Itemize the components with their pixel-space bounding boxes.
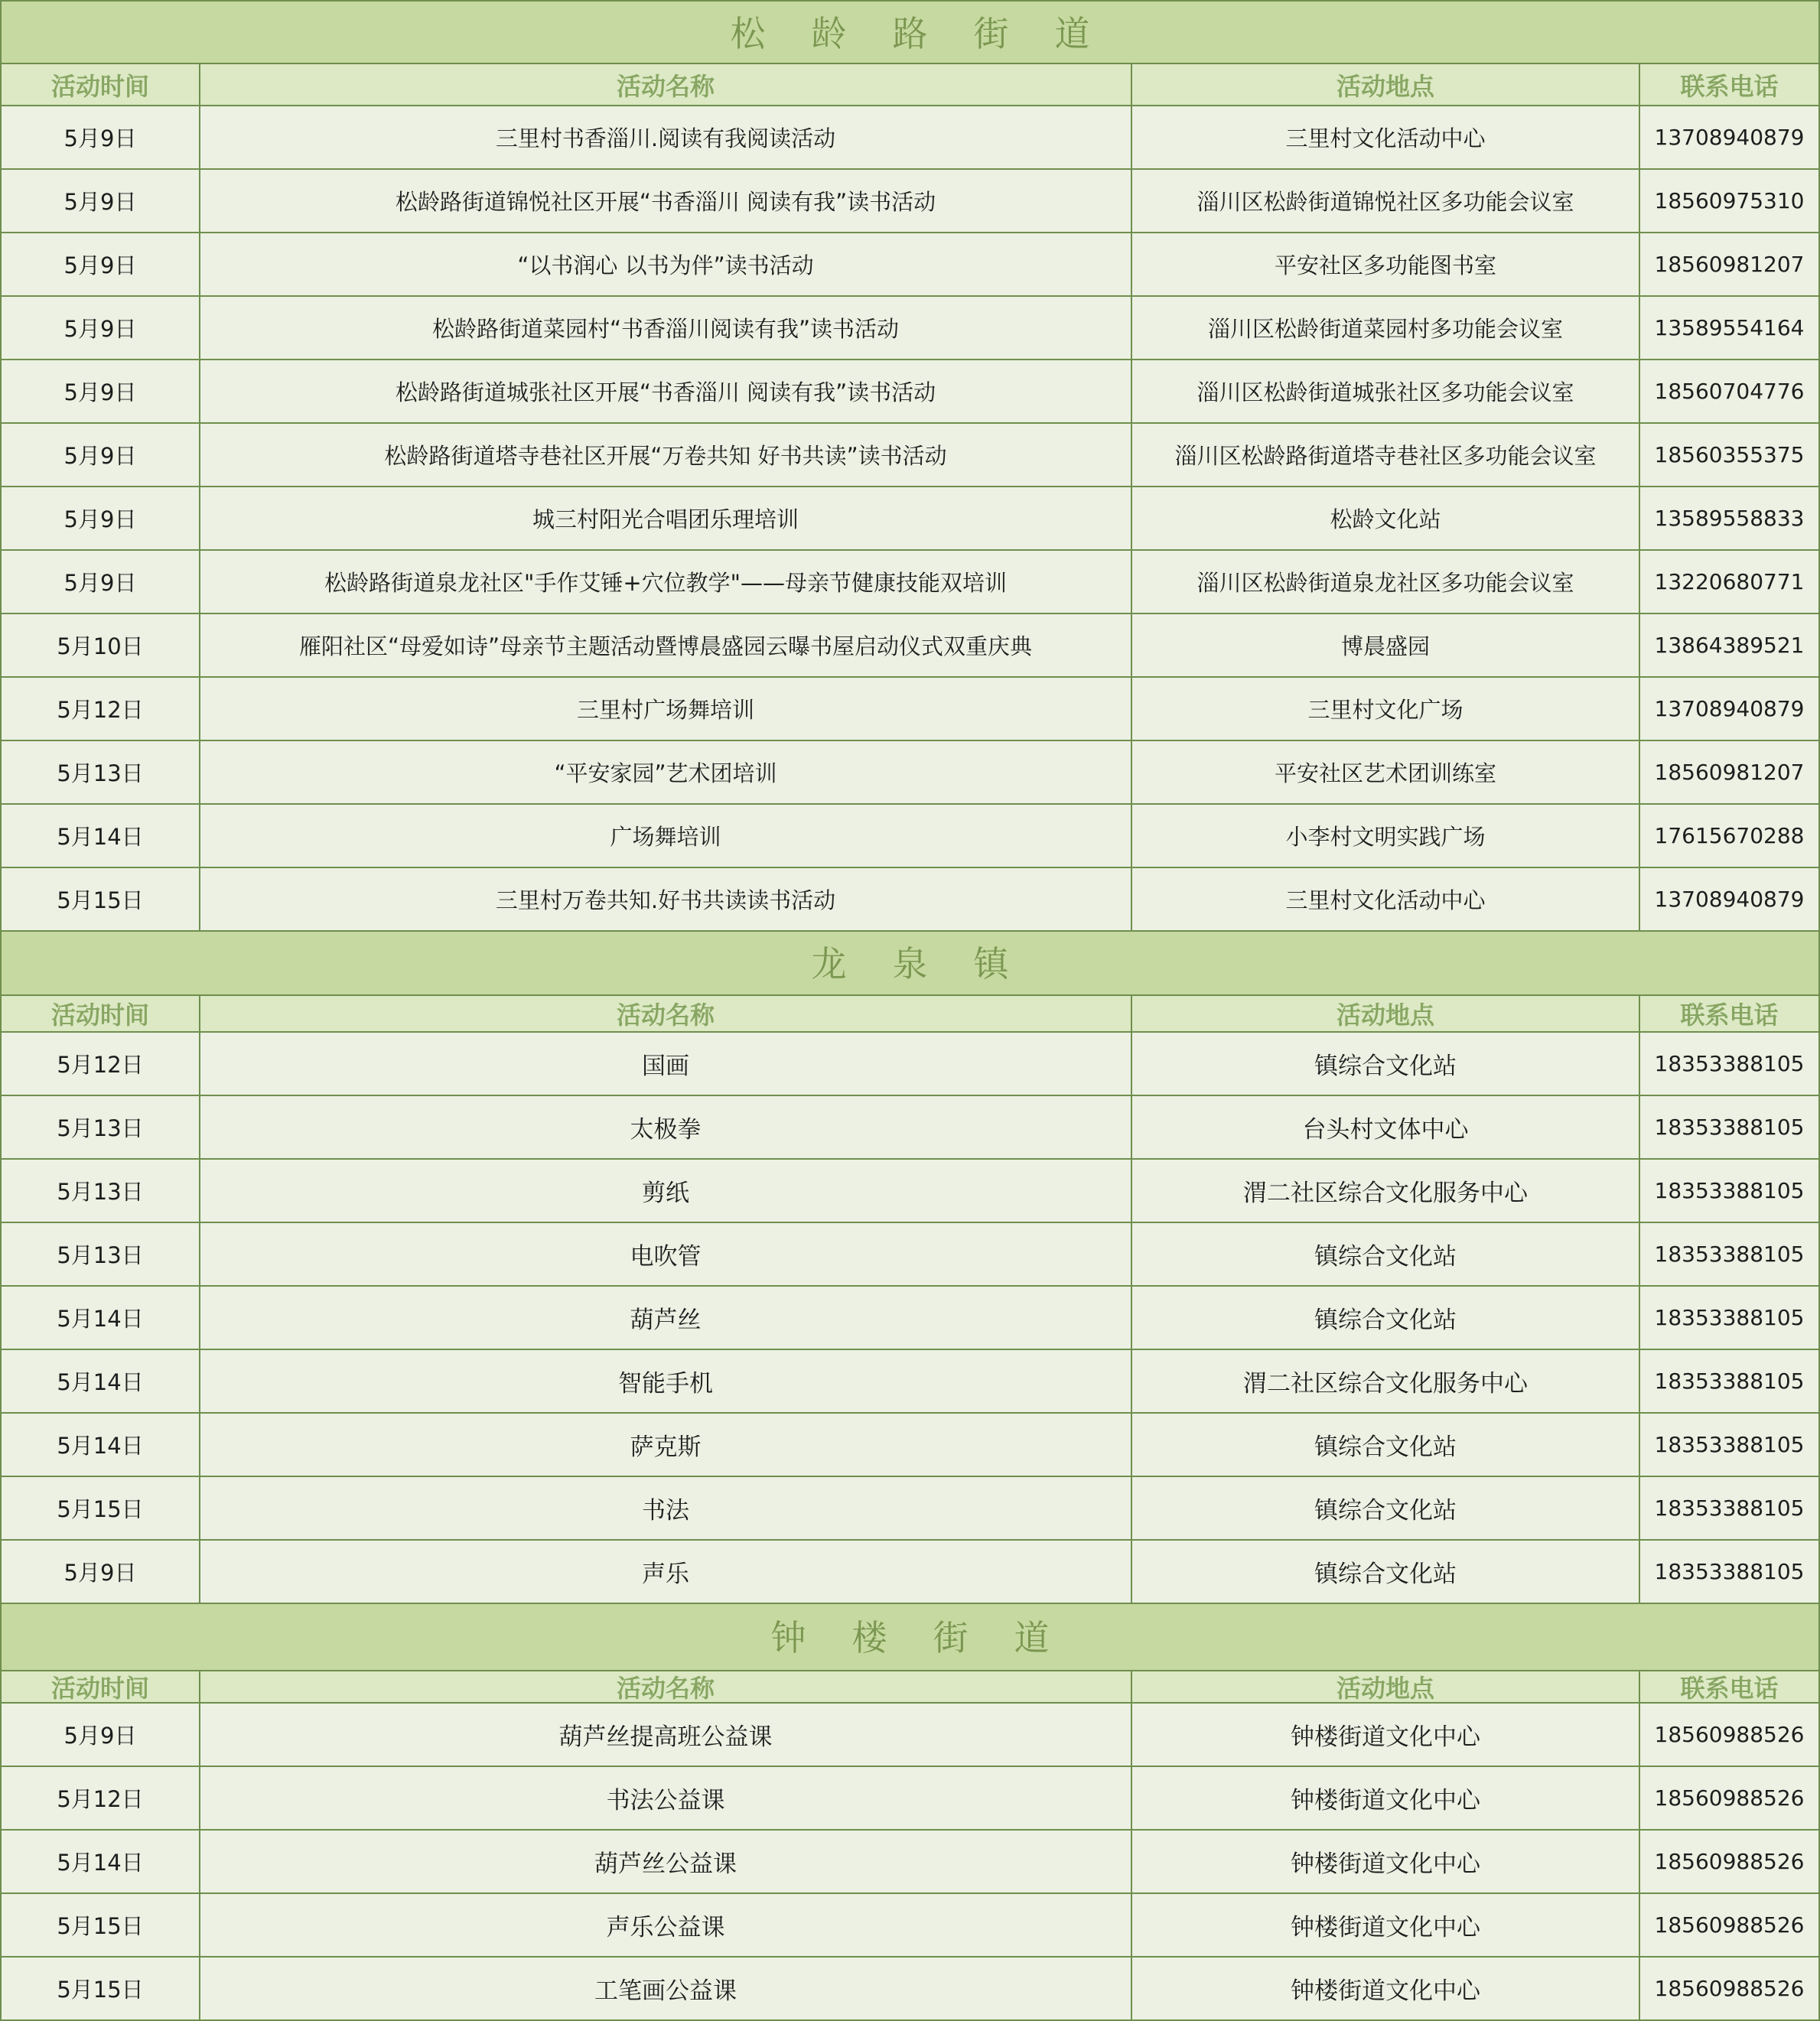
phone-cell: 18560981207 (1640, 741, 1820, 805)
date-cell: 5月9日 (0, 360, 200, 424)
table-row (0, 487, 1820, 551)
activity-name-cell: 松龄路街道塔寺巷社区开展“万卷共知 好书共读”读书活动 (200, 424, 1132, 487)
date-cell: 5月12日 (0, 678, 200, 741)
phone-cell: 18560988526 (1640, 1894, 1820, 1958)
table-row (0, 1767, 1820, 1831)
activity-name-cell: 智能手机 (200, 1350, 1132, 1414)
date-cell: 5月14日 (0, 1350, 200, 1414)
column-header: 活动地点 (1132, 1671, 1640, 1704)
location-cell: 三里村文化活动中心 (1132, 868, 1640, 932)
location-cell: 淄川区松龄路街道塔寺巷社区多功能会议室 (1132, 424, 1640, 487)
location-cell: 钟楼街道文化中心 (1132, 1831, 1640, 1894)
date-cell: 5月9日 (0, 551, 200, 614)
phone-cell: 13589554164 (1640, 297, 1820, 360)
table-row (0, 1033, 1820, 1096)
activity-name-cell: 三里村万卷共知.好书共读读书活动 (200, 868, 1132, 932)
location-cell: 淄川区松龄街道泉龙社区多功能会议室 (1132, 551, 1640, 614)
phone-cell: 18353388105 (1640, 1160, 1820, 1223)
date-cell: 5月15日 (0, 868, 200, 932)
date-cell: 5月10日 (0, 614, 200, 678)
table-row (0, 1414, 1820, 1477)
date-cell: 5月9日 (0, 170, 200, 233)
date-cell: 5月13日 (0, 1096, 200, 1160)
activity-name-cell: 萨克斯 (200, 1414, 1132, 1477)
section-2 (0, 932, 1820, 1604)
activity-name-cell: 雁阳社区“母爱如诗”母亲节主题活动暨博晨盛园云曝书屋启动仪式双重庆典 (200, 614, 1132, 678)
table-row (0, 1160, 1820, 1223)
phone-cell: 18353388105 (1640, 1350, 1820, 1414)
table-row (0, 297, 1820, 360)
date-cell: 5月14日 (0, 805, 200, 868)
phone-cell: 18353388105 (1640, 1477, 1820, 1541)
activity-name-cell: 剪纸 (200, 1160, 1132, 1223)
date-cell: 5月9日 (0, 1541, 200, 1604)
date-cell: 5月15日 (0, 1477, 200, 1541)
activity-name-cell: 松龄路街道城张社区开展“书香淄川 阅读有我”读书活动 (200, 360, 1132, 424)
phone-cell: 18353388105 (1640, 1287, 1820, 1350)
location-cell: 台头村文体中心 (1132, 1096, 1640, 1160)
date-cell: 5月9日 (0, 424, 200, 487)
table-row (0, 741, 1820, 805)
location-cell: 淄川区松龄街道城张社区多功能会议室 (1132, 360, 1640, 424)
activity-name-cell: 书法公益课 (200, 1767, 1132, 1831)
phone-cell: 18560988526 (1640, 1831, 1820, 1894)
table-row (0, 1541, 1820, 1604)
section-title: 龙泉镇 (0, 932, 1820, 996)
location-cell: 镇综合文化站 (1132, 1477, 1640, 1541)
phone-cell: 18560988526 (1640, 1958, 1820, 2021)
date-cell: 5月15日 (0, 1958, 200, 2021)
table-row (0, 551, 1820, 614)
location-cell: 镇综合文化站 (1132, 1223, 1640, 1287)
table-row (0, 1831, 1820, 1894)
column-header: 活动名称 (200, 996, 1132, 1033)
activity-name-cell: 城三村阳光合唱团乐理培训 (200, 487, 1132, 551)
activity-name-cell: 工笔画公益课 (200, 1958, 1132, 2021)
phone-cell: 13708940879 (1640, 868, 1820, 932)
table-row (0, 1287, 1820, 1350)
table-row (0, 678, 1820, 741)
table-row (0, 1894, 1820, 1958)
activity-name-cell: 葫芦丝 (200, 1287, 1132, 1350)
column-header-row (0, 64, 1820, 106)
table-row (0, 424, 1820, 487)
phone-cell: 18560988526 (1640, 1767, 1820, 1831)
location-cell: 平安社区艺术团训练室 (1132, 741, 1640, 805)
phone-cell: 17615670288 (1640, 805, 1820, 868)
phone-cell: 18560988526 (1640, 1704, 1820, 1767)
table-row (0, 805, 1820, 868)
phone-cell: 13708940879 (1640, 106, 1820, 170)
table-row (0, 1096, 1820, 1160)
date-cell: 5月14日 (0, 1287, 200, 1350)
activity-name-cell: 葫芦丝提高班公益课 (200, 1704, 1132, 1767)
activity-name-cell: 太极拳 (200, 1096, 1132, 1160)
location-cell: 渭二社区综合文化服务中心 (1132, 1350, 1640, 1414)
location-cell: 钟楼街道文化中心 (1132, 1958, 1640, 2021)
location-cell: 镇综合文化站 (1132, 1287, 1640, 1350)
section-3 (0, 1604, 1820, 2021)
table-row (0, 1704, 1820, 1767)
activity-name-cell: 三里村书香淄川.阅读有我阅读活动 (200, 106, 1132, 170)
section-1 (0, 0, 1820, 932)
location-cell: 钟楼街道文化中心 (1132, 1894, 1640, 1958)
phone-cell: 18353388105 (1640, 1223, 1820, 1287)
activity-name-cell: 松龄路街道泉龙社区"手作艾锤+穴位教学"——母亲节健康技能双培训 (200, 551, 1132, 614)
location-cell: 镇综合文化站 (1132, 1033, 1640, 1096)
location-cell: 三里村文化广场 (1132, 678, 1640, 741)
date-cell: 5月9日 (0, 487, 200, 551)
table-row (0, 106, 1820, 170)
table-row (0, 360, 1820, 424)
phone-cell: 13589558833 (1640, 487, 1820, 551)
column-header: 联系电话 (1640, 1671, 1820, 1704)
location-cell: 渭二社区综合文化服务中心 (1132, 1160, 1640, 1223)
column-header: 联系电话 (1640, 996, 1820, 1033)
location-cell: 淄川区松龄街道锦悦社区多功能会议室 (1132, 170, 1640, 233)
date-cell: 5月13日 (0, 1223, 200, 1287)
column-header: 活动时间 (0, 1671, 200, 1704)
phone-cell: 18560981207 (1640, 233, 1820, 297)
phone-cell: 18560975310 (1640, 170, 1820, 233)
table-row (0, 1477, 1820, 1541)
phone-cell: 13708940879 (1640, 678, 1820, 741)
column-header: 活动时间 (0, 996, 200, 1033)
location-cell: 钟楼街道文化中心 (1132, 1767, 1640, 1831)
phone-cell: 13220680771 (1640, 551, 1820, 614)
column-header-row (0, 1671, 1820, 1704)
phone-cell: 13864389521 (1640, 614, 1820, 678)
activity-name-cell: “平安家园”艺术团培训 (200, 741, 1132, 805)
table-row (0, 233, 1820, 297)
date-cell: 5月12日 (0, 1767, 200, 1831)
location-cell: 三里村文化活动中心 (1132, 106, 1640, 170)
date-cell: 5月12日 (0, 1033, 200, 1096)
activity-name-cell: 电吹管 (200, 1223, 1132, 1287)
activity-name-cell: 三里村广场舞培训 (200, 678, 1132, 741)
column-header: 活动名称 (200, 1671, 1132, 1704)
date-cell: 5月13日 (0, 741, 200, 805)
table-row (0, 1223, 1820, 1287)
date-cell: 5月9日 (0, 233, 200, 297)
phone-cell: 18353388105 (1640, 1096, 1820, 1160)
table-row (0, 1958, 1820, 2021)
activity-name-cell: 声乐公益课 (200, 1894, 1132, 1958)
activity-name-cell: 国画 (200, 1033, 1132, 1096)
activity-name-cell: 声乐 (200, 1541, 1132, 1604)
location-cell: 松龄文化站 (1132, 487, 1640, 551)
column-header: 活动名称 (200, 64, 1132, 106)
date-cell: 5月9日 (0, 1704, 200, 1767)
location-cell: 小李村文明实践广场 (1132, 805, 1640, 868)
location-cell: 淄川区松龄街道菜园村多功能会议室 (1132, 297, 1640, 360)
phone-cell: 18560704776 (1640, 360, 1820, 424)
table-row (0, 1350, 1820, 1414)
activity-name-cell: 松龄路街道菜园村“书香淄川阅读有我”读书活动 (200, 297, 1132, 360)
table-row (0, 170, 1820, 233)
column-header: 活动地点 (1132, 64, 1640, 106)
phone-cell: 18353388105 (1640, 1541, 1820, 1604)
column-header: 活动时间 (0, 64, 200, 106)
location-cell: 平安社区多功能图书室 (1132, 233, 1640, 297)
activity-name-cell: 葫芦丝公益课 (200, 1831, 1132, 1894)
table-row (0, 868, 1820, 932)
date-cell: 5月9日 (0, 106, 200, 170)
column-header: 活动地点 (1132, 996, 1640, 1033)
location-cell: 博晨盛园 (1132, 614, 1640, 678)
column-header: 联系电话 (1640, 64, 1820, 106)
location-cell: 镇综合文化站 (1132, 1414, 1640, 1477)
date-cell: 5月9日 (0, 297, 200, 360)
date-cell: 5月13日 (0, 1160, 200, 1223)
section-title: 松龄路街道 (0, 0, 1820, 64)
phone-cell: 18353388105 (1640, 1414, 1820, 1477)
date-cell: 5月15日 (0, 1894, 200, 1958)
location-cell: 镇综合文化站 (1132, 1541, 1640, 1604)
table-row (0, 614, 1820, 678)
date-cell: 5月14日 (0, 1831, 200, 1894)
activity-name-cell: 书法 (200, 1477, 1132, 1541)
column-header-row (0, 996, 1820, 1033)
activity-name-cell: “以书润心 以书为伴”读书活动 (200, 233, 1132, 297)
activity-name-cell: 松龄路街道锦悦社区开展“书香淄川 阅读有我”读书活动 (200, 170, 1132, 233)
activity-name-cell: 广场舞培训 (200, 805, 1132, 868)
section-title: 钟楼街道 (0, 1604, 1820, 1671)
phone-cell: 18353388105 (1640, 1033, 1820, 1096)
date-cell: 5月14日 (0, 1414, 200, 1477)
location-cell: 钟楼街道文化中心 (1132, 1704, 1640, 1767)
phone-cell: 18560355375 (1640, 424, 1820, 487)
